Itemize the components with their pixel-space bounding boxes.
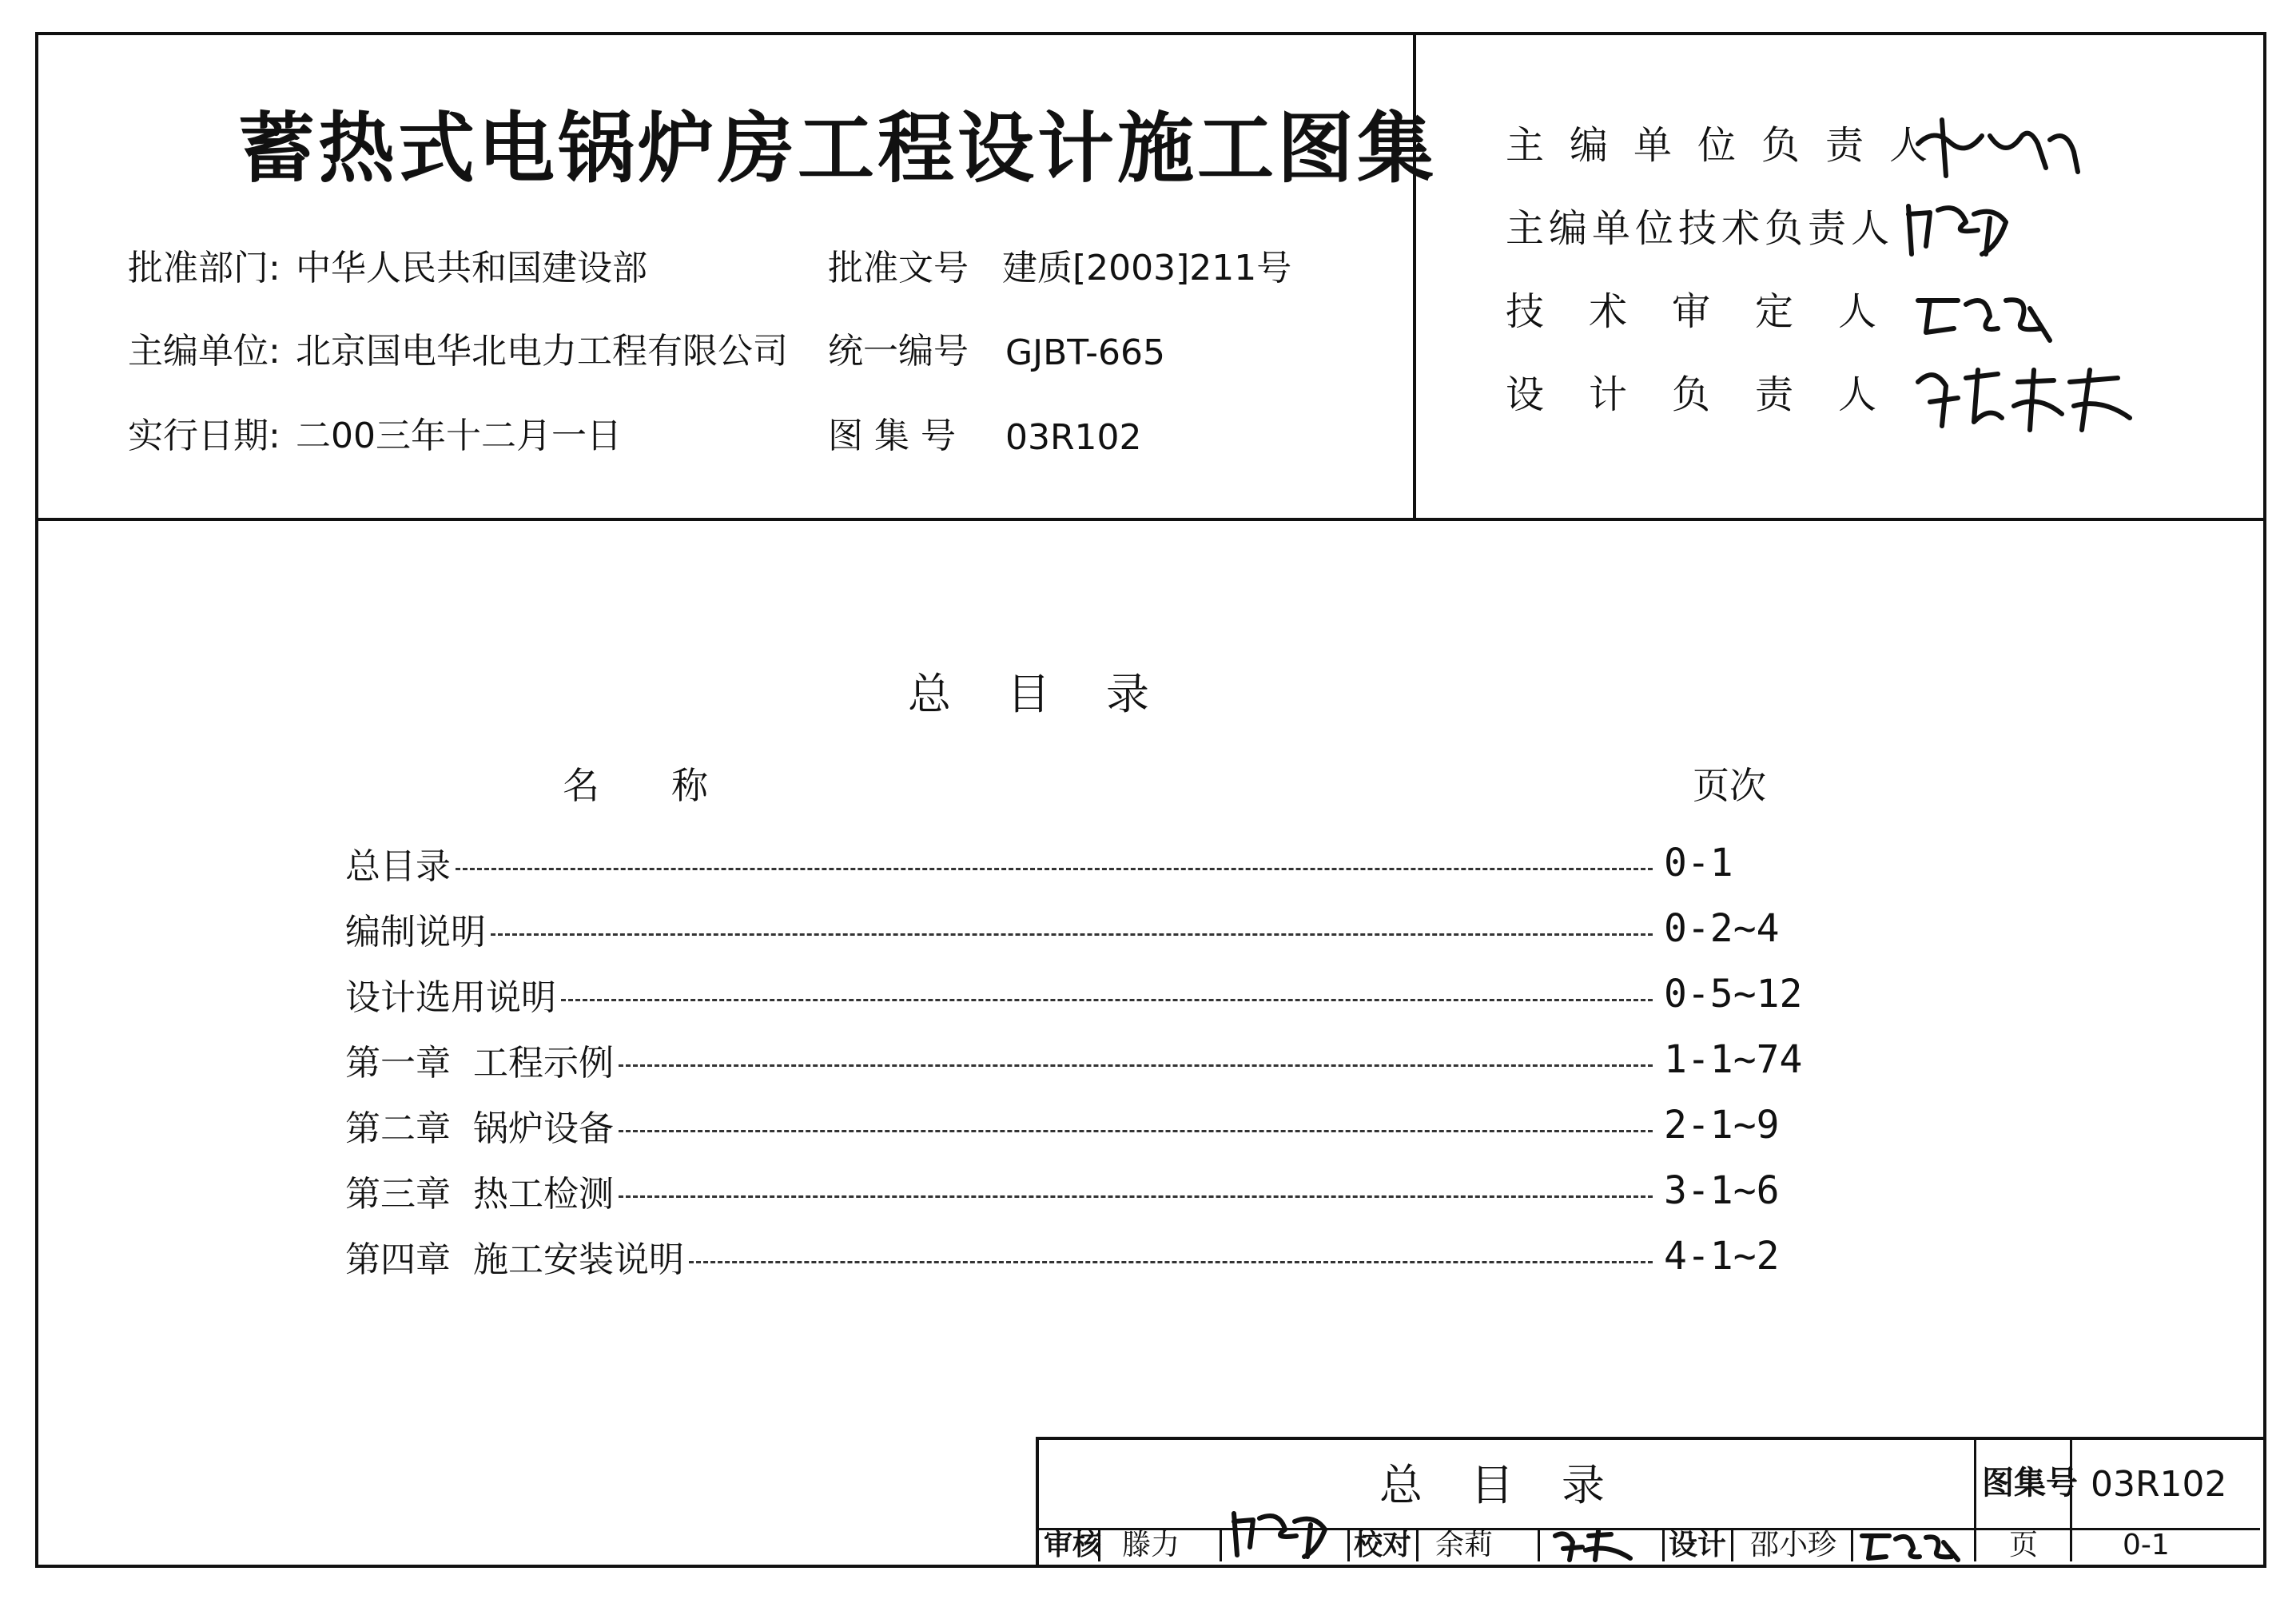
toc-row-name: 编制说明 — [345, 912, 486, 953]
title-block-cell-divider — [1347, 1528, 1350, 1561]
toc-row-name: 设计选用说明 — [345, 977, 556, 1018]
toc-row-design-selection[interactable] — [345, 969, 1824, 1020]
signature-proofreader — [1547, 1528, 1651, 1563]
title-block-atlas-no-label: 图集号 — [1982, 1465, 2078, 1502]
atlas-no-label: 图 集 号 — [828, 416, 956, 456]
toc-row-page: 0-5~12 — [1664, 972, 1803, 1016]
title-block-page-label: 页 — [2009, 1529, 2039, 1561]
approval-dept-label: 批准部门: — [128, 248, 281, 288]
toc-row-page: 1-1~74 — [1664, 1037, 1803, 1082]
title-block-proof-label: 校对 — [1354, 1529, 1412, 1561]
toc-row-name: 总目录 — [345, 846, 451, 887]
unit-head-label: 主编单位负责人 — [1506, 123, 1954, 168]
atlas-title: 蓄热式电锅炉房工程设计施工图集 — [238, 104, 1437, 193]
toc-row-name: 第四章 施工安装说明 — [345, 1239, 684, 1280]
title-block-design-label: 设计 — [1669, 1529, 1727, 1561]
title-block-cell-divider — [1538, 1528, 1540, 1561]
toc-row-name: 第二章 锅炉设备 — [345, 1108, 614, 1149]
toc-leader — [456, 868, 1653, 870]
title-block-atlas-no-value: 03R102 — [2091, 1464, 2227, 1505]
toc-row-total[interactable] — [345, 837, 1824, 889]
editor-unit-value: 北京国电华北电力工程有限公司 — [296, 331, 788, 372]
title-block-col-divider — [1974, 1437, 1976, 1561]
header-divider — [35, 518, 2263, 521]
title-block-designer: 邵小珍 — [1750, 1529, 1837, 1561]
toc-leader — [561, 999, 1653, 1001]
title-block-reviewer: 滕力 — [1122, 1529, 1180, 1561]
toc-heading: 总目录 — [908, 669, 1205, 719]
signature-reviewer — [1228, 1507, 1347, 1561]
approval-doc-value: 建质[2003]211号 — [1002, 248, 1292, 288]
title-block-cell-divider — [1851, 1528, 1853, 1561]
toc-leader — [491, 933, 1653, 936]
title-block-cell-divider — [1731, 1528, 1733, 1561]
editor-unit-label: 主编单位: — [128, 331, 281, 372]
toc-row-chapter-4[interactable] — [345, 1231, 1824, 1282]
title-block-cell-divider — [1416, 1528, 1419, 1561]
signature-unit-head — [1910, 112, 2086, 184]
signature-design-head — [1910, 358, 2142, 438]
effective-date-label: 实行日期: — [128, 416, 281, 456]
approval-dept-value: 中华人民共和国建设部 — [296, 248, 647, 288]
toc-row-page: 3-1~6 — [1664, 1168, 1780, 1213]
atlas-no-value: 03R102 — [1005, 417, 1142, 458]
toc-row-chapter-2[interactable] — [345, 1100, 1824, 1151]
toc-leader — [689, 1261, 1653, 1263]
toc-row-name: 第一章 工程示例 — [345, 1043, 614, 1084]
tech-head-label: 主编单位技术负责人 — [1506, 206, 1895, 251]
title-block-cell-divider — [1662, 1528, 1665, 1561]
toc-row-page: 2-1~9 — [1664, 1103, 1780, 1148]
toc-row-name: 第三章 热工检测 — [345, 1174, 614, 1215]
signature-designer — [1857, 1528, 1969, 1563]
title-block-cell-divider — [1220, 1528, 1222, 1561]
approval-doc-label: 批准文号 — [828, 248, 969, 288]
toc-row-page: 4-1~2 — [1664, 1234, 1780, 1279]
title-block-page-value: 0-1 — [2123, 1529, 2170, 1561]
signature-tech-reviewer — [1910, 284, 2062, 348]
effective-date-value: 二00三年十二月一日 — [296, 416, 622, 456]
toc-row-page: 0-2~4 — [1664, 906, 1780, 951]
design-head-label: 设计负责人 — [1506, 372, 1922, 417]
toc-row-chapter-1[interactable] — [345, 1034, 1824, 1085]
signature-tech-head — [1902, 198, 2022, 262]
tech-reviewer-label: 技术审定人 — [1506, 289, 1922, 334]
title-block-drawing-title: 总目录 — [1379, 1460, 1653, 1510]
toc-leader — [619, 1130, 1653, 1132]
toc-row-chapter-3[interactable] — [345, 1165, 1824, 1216]
toc-row-compilation-notes[interactable] — [345, 903, 1824, 954]
unified-code-label: 统一编号 — [828, 331, 969, 372]
toc-leader — [619, 1064, 1653, 1067]
toc-col-name: 名称 — [563, 764, 780, 807]
title-block-proofreader: 余莉 — [1435, 1529, 1494, 1561]
title-block-review-label: 审核 — [1044, 1529, 1102, 1561]
unified-code-value: GJBT-665 — [1005, 332, 1165, 373]
toc-row-page: 0-1 — [1664, 841, 1733, 885]
toc-col-page: 页次 — [1693, 764, 1766, 807]
toc-leader — [619, 1195, 1653, 1198]
